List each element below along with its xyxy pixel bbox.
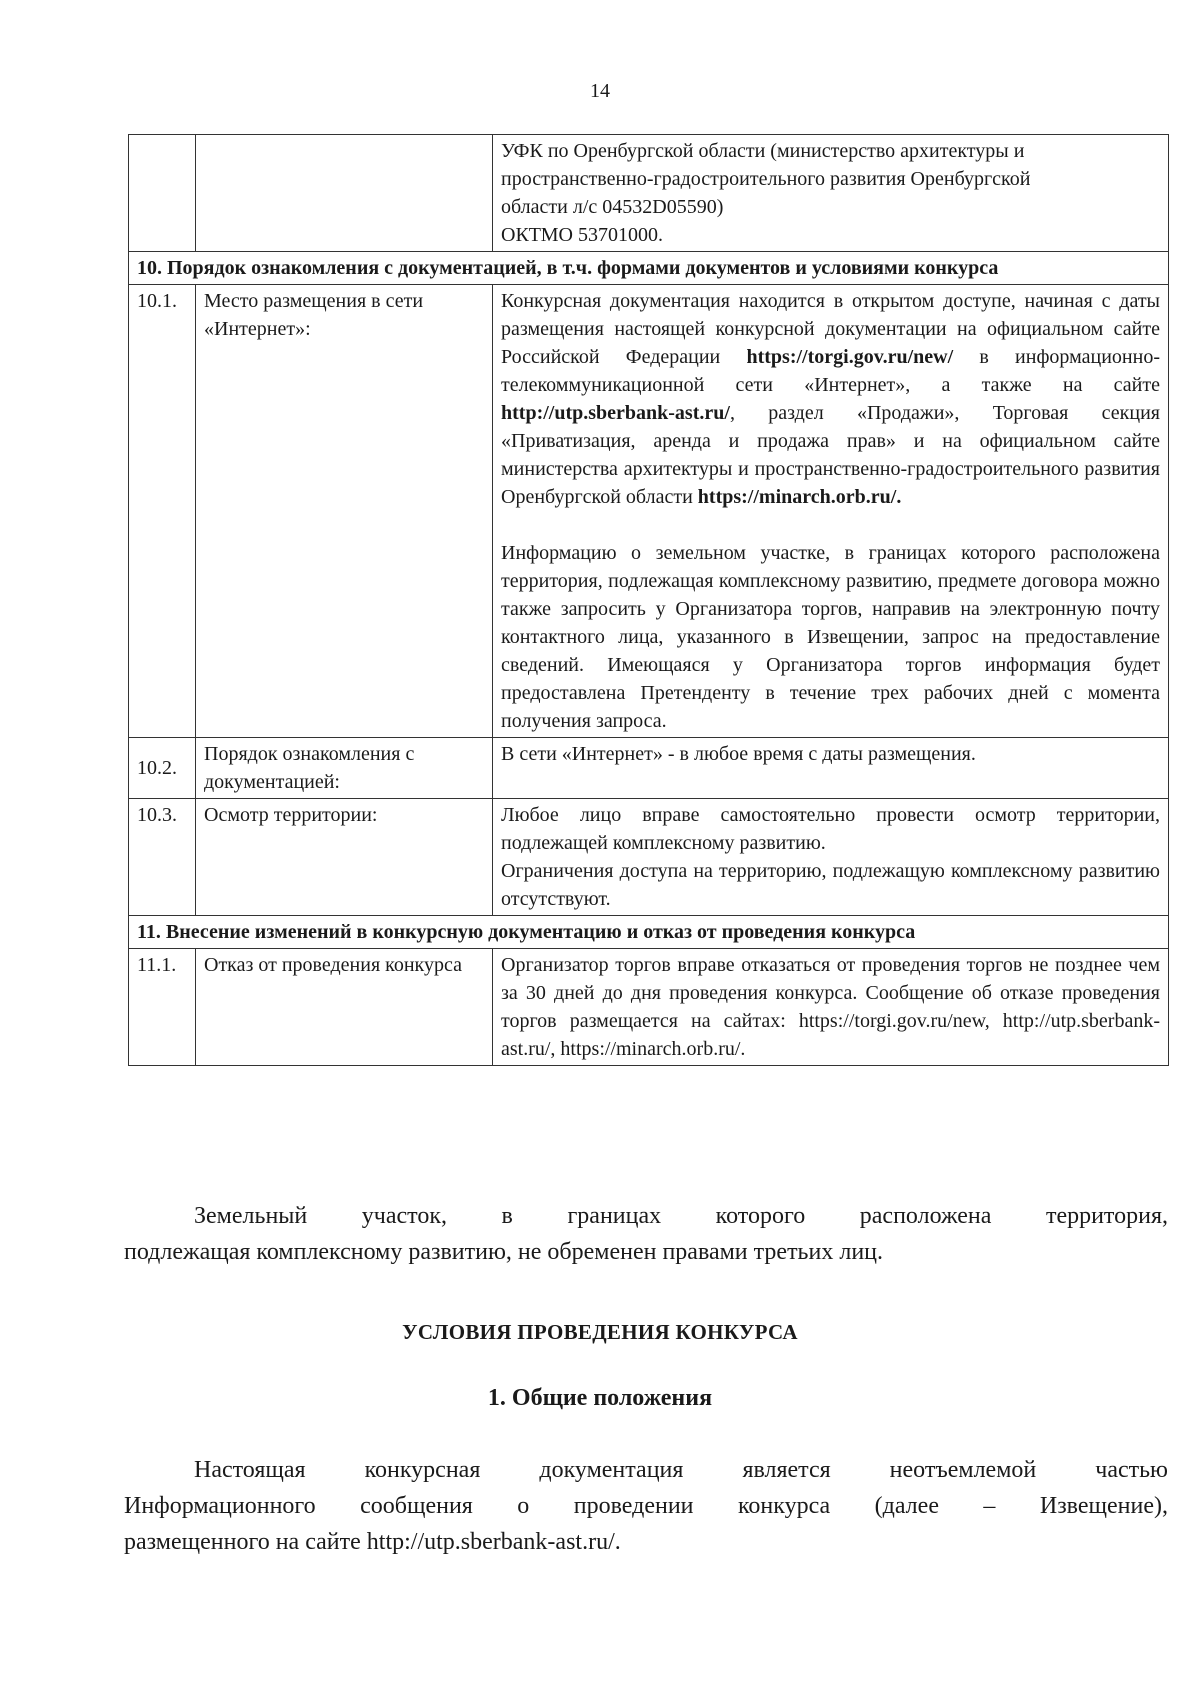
- paragraph-line: Настоящая конкурсная документация является неотъемлемой частью: [194, 1457, 1168, 1483]
- conditions-heading: УСЛОВИЯ ПРОВЕДЕНИЯ КОНКУРСА: [402, 1320, 798, 1344]
- continuation-line: области л/с 04532D05590): [501, 196, 724, 218]
- row-label: Осмотр территории:: [196, 799, 493, 916]
- row-text: в информационно-телекоммуникационной сети «Интернет», а также на сайте: [501, 346, 1160, 396]
- table-row: [129, 285, 1169, 738]
- info-table: [128, 134, 1169, 1066]
- continuation-line: УФК по Оренбургской области (министерство архитектуры и: [501, 140, 1025, 162]
- row-content: В сети «Интернет» - в любое время с даты размещения.: [493, 738, 1169, 799]
- sberbank-link: http://utp.sberbank-ast.ru/: [501, 402, 730, 424]
- section-10-title: 10. Порядок ознакомления с документацией, в т.ч. формами документов и условиями конкурса: [129, 252, 1169, 285]
- table-row: [129, 949, 1169, 1066]
- paragraph-line: Земельный участок, в границах которого расположена территория,: [194, 1203, 1168, 1229]
- row-number: 10.3.: [129, 799, 196, 916]
- minarch-link: https://minarch.orb.ru/.: [697, 486, 902, 508]
- table-cell-empty: [129, 135, 196, 252]
- row-label: Порядок ознакомления с документацией:: [196, 738, 493, 799]
- table-row: [129, 738, 1169, 799]
- continuation-line: пространственно-градостроительного развития Оренбургской: [501, 168, 1031, 190]
- row-content: Организатор торгов вправе отказаться от проведения торгов не позднее чем за 30 дней до дня проведения конкурса. Сообщение об отказе проведения торгов размещается на сайтах: https://torgi.gov.ru/new, http://utp.sberbank-ast.ru/, https://minarch.orb.ru/.: [493, 949, 1169, 1066]
- row-label: Место размещения в сети «Интернет»:: [196, 285, 493, 738]
- row-number: 11.1.: [129, 949, 196, 1066]
- general-provisions-heading: 1. Общие положения: [487, 1385, 713, 1411]
- paragraph-line: размещенного на сайте http://utp.sberbank-ast.ru/.: [124, 1529, 621, 1555]
- section-11-title: 11. Внесение изменений в конкурсную документацию и отказ от проведения конкурса: [129, 916, 1169, 949]
- row-label: Отказ от проведения конкурса: [196, 949, 493, 1066]
- section-header-row: [129, 252, 1169, 285]
- table-cell-empty: [196, 135, 493, 252]
- encumbrance-paragraph: [124, 1198, 1168, 1270]
- torgi-link: https://torgi.gov.ru/new/: [746, 346, 954, 368]
- row-content: [493, 799, 1169, 916]
- row-number: 10.1.: [129, 285, 196, 738]
- continuation-cell: [493, 135, 1169, 252]
- row-paragraph: Ограничения доступа на территорию, подлежащую комплексному развитию отсутствуют.: [501, 860, 1160, 910]
- row-number: 10.2.: [129, 738, 196, 799]
- section-header-row: [129, 916, 1169, 949]
- paragraph-gap: [501, 511, 1160, 539]
- continuation-line: ОКТМО 53701000.: [501, 224, 663, 246]
- table-row: [129, 799, 1169, 916]
- page-number: 14: [590, 80, 610, 102]
- row-paragraph: Информацию о земельном участке, в границах которого расположена территория, подлежащая комплексному развитию, предмете договора можно также запросить у Организатора торгов, направив на электронную почту контактного лица, указанного в Извещении, запрос на предоставление сведений. Имеющаяся у Организатора торгов информация будет предоставлена Претенденту в течение трех рабочих дней с момента получения запроса.: [501, 542, 1160, 732]
- row-paragraph: [501, 287, 1160, 511]
- paragraph-line: Информационного сообщения о проведении конкурса (далее – Извещение),: [124, 1493, 1168, 1519]
- intro-paragraph: [124, 1452, 1168, 1560]
- paragraph-line: подлежащая комплексному развитию, не обременен правами третьих лиц.: [124, 1239, 884, 1265]
- table-row: [129, 135, 1169, 252]
- row-text: , раздел «Продажи», Торговая секция «Приватизация, аренда и продажа прав» и на официальном сайте министерства архитектуры и пространственно-градостроительного развития Оренбургской области: [501, 402, 1160, 508]
- row-text: Конкурсная документация находится в открытом доступе, начиная с даты размещения настоящей конкурсной документации на официальном сайте Российской Федерации: [501, 290, 1160, 368]
- row-paragraph: Любое лицо вправе самостоятельно провести осмотр территории, подлежащей комплексному развитию.: [501, 804, 1160, 854]
- row-content: [493, 285, 1169, 738]
